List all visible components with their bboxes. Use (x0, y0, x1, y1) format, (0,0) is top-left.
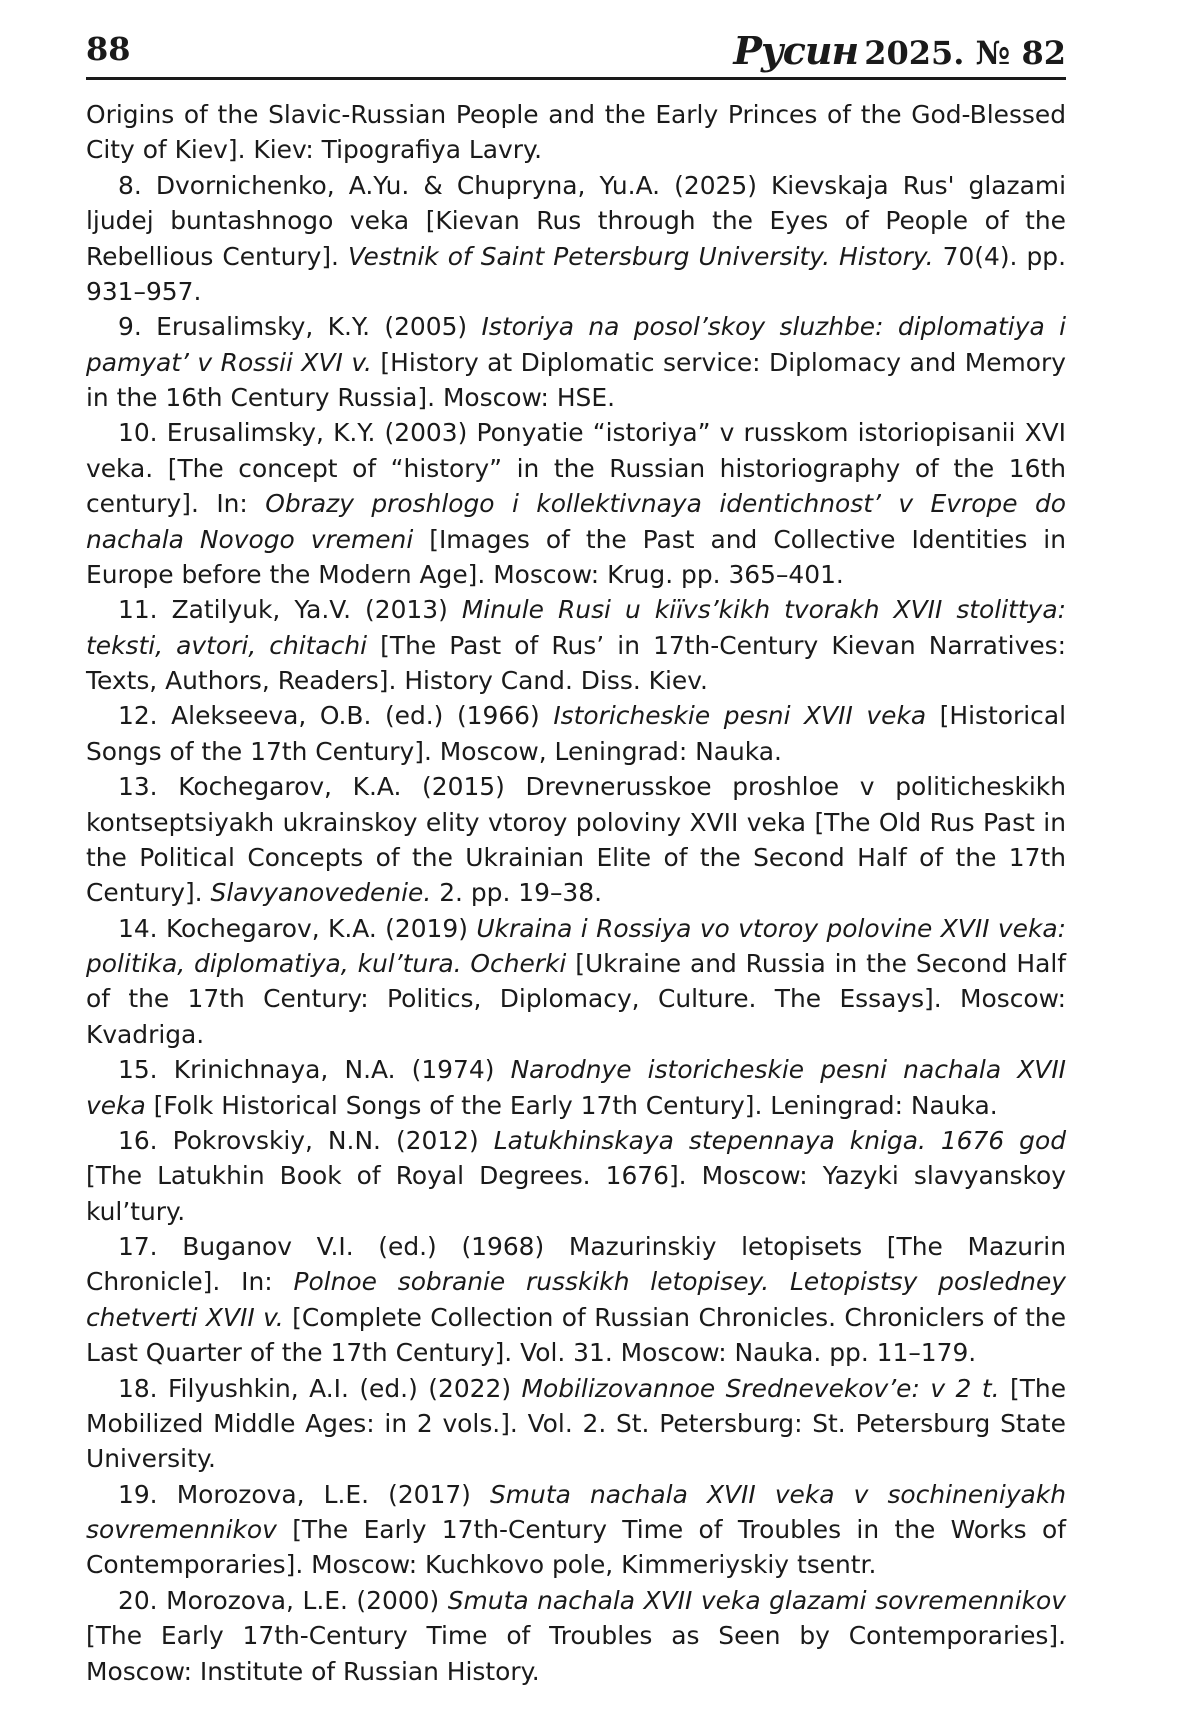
reference-text: 14. Kochegarov, K.A. (2019) (118, 913, 477, 943)
reference-text: 17. Buganov V.I. (ed.) (1968) Mazurinskiy letopisets [The Mazurin Chronicle]. In: (86, 1232, 1066, 1297)
journal-running-head (733, 28, 1066, 73)
reference-entry (86, 911, 1066, 1053)
reference-entry (86, 415, 1066, 592)
reference-text: 15. Krinichnaya, N.A. (1974) (118, 1055, 511, 1085)
reference-text: 13. Kochegarov, K.A. (2015) Drevnerusskoe proshloe v politicheskikh kontseptsiyakh ukrainskoy elity vtoroy poloviny XVII veka [The Old Rus Past in the Political Concepts of the Ukrainian Elite of the Second Half of the 17th Century]. (86, 772, 1066, 908)
reference-text: 70(4). pp. 931–957. (86, 241, 1066, 306)
reference-text: [History at Diplomatic service: Diplomacy and Memory in the 16th Century Russia]. Moscow: HSE. (86, 347, 1066, 412)
reference-title: Istoriya na posol’skoy sluzhbe: diplomatiya i pamyat’ v Rossii XVI v. (86, 312, 1066, 377)
reference-text: [Images of the Past and Collective Identities in Europe before the Modern Age]. Moscow: Krug. pp. 365–401. (86, 524, 1066, 589)
reference-text: 11. Zatilyuk, Ya.V. (2013) (118, 595, 462, 625)
reference-entry (86, 592, 1066, 698)
reference-entry (86, 168, 1066, 310)
reference-text: 19. Morozova, L.E. (2017) (118, 1479, 490, 1509)
reference-list (86, 97, 1066, 1689)
reference-entry (86, 1052, 1066, 1123)
reference-title: Smuta nachala XVII veka glazami sovremennikov (447, 1585, 1066, 1615)
reference-entry (86, 769, 1066, 911)
reference-text: [The Past of Rus’ in 17th-Century Kievan Narratives: Texts, Authors, Readers]. History Cand. Diss. Kiev. (86, 630, 1066, 695)
reference-text: [Ukraine and Russia in the Second Half of the 17th Century: Politics, Diplomacy, Culture. The Essays]. Moscow: Kvadriga. (86, 949, 1066, 1049)
reference-entry (86, 1371, 1066, 1477)
reference-text: [Historical Songs of the 17th Century]. Moscow, Leningrad: Nauka. (86, 701, 1066, 766)
reference-text: 20. Morozova, L.E. (2000) (118, 1585, 448, 1615)
reference-text: 8. Dvornichenko, A.Yu. & Chupryna, Yu.A. (2025) Kievskaja Rus' glazami ljudej buntashnogo veka [Kievan Rus through the Eyes of People of the Rebellious Century]. (86, 170, 1066, 271)
reference-text: [The Latukhin Book of Royal Degrees. 1676]. Moscow: Yazyki slavyanskoy kul’tury. (86, 1161, 1066, 1226)
reference-title: Istoricheskie pesni XVII veka (553, 701, 927, 731)
reference-entry (86, 1583, 1066, 1689)
reference-text: 16. Pokrovskiy, N.N. (2012) (118, 1125, 494, 1155)
reference-text: 10. Erusalimsky, K.Y. (2003) Ponyatie “istoriya” v russkom istoriopisanii XVI veka. [The concept of “history” in the Russian historiography of the 16th century]. In: (86, 418, 1066, 519)
journal-issue: 2025. № 82 (864, 34, 1066, 72)
reference-title: Slavyanovedenie. (210, 878, 432, 908)
page-number: 88 (86, 30, 131, 68)
reference-text: 2. pp. 19–38. (431, 878, 602, 908)
journal-name: Русин (733, 28, 859, 73)
reference-title: Mobilizovannoe Srednevekov’e: v 2 t. (521, 1373, 1000, 1403)
reference-title: Smuta nachala XVII veka v sochineniyakh sovremennikov (86, 1479, 1066, 1544)
reference-text: [The Early 17th-Century Time of Troubles in the Works of Contemporaries]. Moscow: Kuchkovo pole, Kimmeriyskiy tsentr. (86, 1515, 1066, 1580)
reference-entry (86, 1229, 1066, 1371)
reference-title: Latukhinskaya stepennaya kniga. 1676 god (493, 1125, 1066, 1155)
reference-entry (86, 1477, 1066, 1583)
reference-title: Polnoe sobranie russkikh letopisey. Letopistsy posledney chetverti XVII v. (86, 1267, 1067, 1332)
reference-text: [The Mobilized Middle Ages: in 2 vols.]. Vol. 2. St. Petersburg: St. Petersburg State University. (86, 1373, 1067, 1474)
reference-text: 12. Alekseeva, O.B. (ed.) (1966) (118, 701, 554, 731)
reference-text: [The Early 17th-Century Time of Troubles as Seen by Contemporaries]. Moscow: Institute of Russian History. (86, 1621, 1066, 1686)
reference-entry (86, 309, 1066, 415)
reference-text: [Folk Historical Songs of the Early 17th Century]. Leningrad: Nauka. (145, 1090, 998, 1120)
reference-entry (86, 698, 1066, 769)
reference-title: Obrazy proshlogo i kollektivnaya identichnost’ v Evrope do nachala Novogo vremeni (86, 489, 1066, 554)
reference-text: 18. Filyushkin, A.I. (ed.) (2022) (118, 1373, 522, 1403)
reference-text: 9. Erusalimsky, K.Y. (2005) (118, 312, 482, 342)
header-rule (86, 77, 1066, 80)
reference-title: Minule Rusi u kiïvs’kikh tvorakh XVII stolittya: teksti, avtori, chitachi (86, 595, 1066, 660)
page-header (86, 22, 1066, 80)
reference-entry (86, 1123, 1066, 1229)
reference-text: [Complete Collection of Russian Chronicles. Chroniclers of the Last Quarter of the 17th Century]. Vol. 31. Moscow: Nauka. pp. 11–179. (86, 1302, 1067, 1368)
reference-entry (86, 97, 1066, 168)
reference-title: Vestnik of Saint Petersburg University. History. (347, 241, 934, 271)
reference-text: Origins of the Slavic-Russian People and the Early Princes of the God-Blessed City of Kiev]. Kiev: Tipografiya Lavry. (86, 100, 1066, 165)
reference-title: Narodnye istoricheskie pesni nachala XVII veka (86, 1055, 1066, 1120)
reference-title: Ukraina i Rossiya vo vtoroy polovine XVII veka: politika, diplomatiya, kul’tura. Ocherki (86, 913, 1066, 978)
